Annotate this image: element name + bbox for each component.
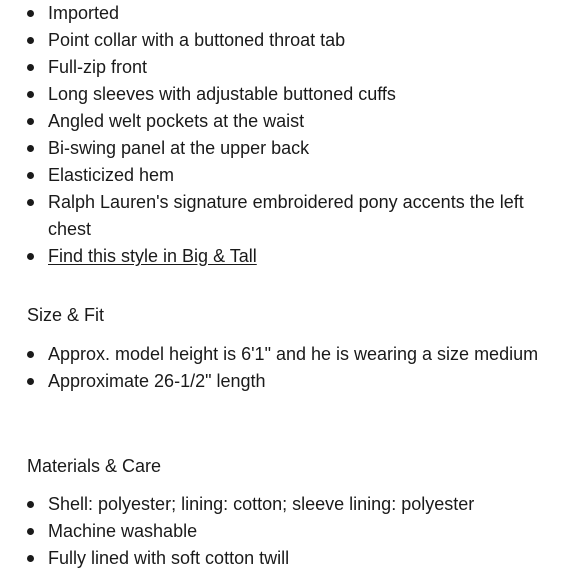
list-item [0,0,580,27]
feature-text: Imported [48,3,120,23]
materials-text: Shell: polyester; lining: cotton; sleeve lining: polyester [48,494,475,514]
list-item [0,368,580,395]
feature-text: Angled welt pockets at the waist [48,111,305,131]
big-tall-link[interactable]: Find this style in Big & Tall [48,246,257,266]
feature-text: Point collar with a buttoned throat tab [48,30,346,50]
size-fit-heading: Size & Fit [27,305,105,325]
features-list [0,0,580,270]
list-item [0,341,580,368]
materials-text: Fully lined with soft cotton twill [48,548,290,568]
bullet-icon [27,10,34,17]
list-item [0,81,580,108]
bullet-icon [27,555,34,562]
feature-text: Ralph Lauren's signature embroidered pony accents the left chest [48,192,524,239]
bullet-icon [27,118,34,125]
bullet-icon [27,37,34,44]
bullet-icon [27,145,34,152]
bullet-icon [27,378,34,385]
list-item [0,545,580,572]
list-item [0,135,580,162]
size-fit-text: Approximate 26-1/2" length [48,371,266,391]
materials-care-heading: Materials & Care [27,456,162,476]
bullet-icon [27,91,34,98]
feature-text: Long sleeves with adjustable buttoned cuffs [48,84,396,104]
bullet-icon [27,172,34,179]
size-fit-text: Approx. model height is 6'1" and he is wearing a size medium [48,344,539,364]
materials-text: Machine washable [48,521,198,541]
bullet-icon [27,528,34,535]
list-item [0,491,580,518]
list-item [0,243,580,270]
list-item [0,108,580,135]
feature-text: Elasticized hem [48,165,175,185]
bullet-icon [27,501,34,508]
feature-text: Full-zip front [48,57,148,77]
list-item [0,189,580,243]
bullet-icon [27,199,34,206]
list-item [0,518,580,545]
list-item [0,162,580,189]
bullet-icon [27,351,34,358]
feature-text: Bi-swing panel at the upper back [48,138,310,158]
bullet-icon [27,64,34,71]
bullet-icon [27,253,34,260]
size-fit-list [0,341,580,395]
list-item [0,27,580,54]
list-item [0,54,580,81]
materials-care-list [0,491,580,572]
